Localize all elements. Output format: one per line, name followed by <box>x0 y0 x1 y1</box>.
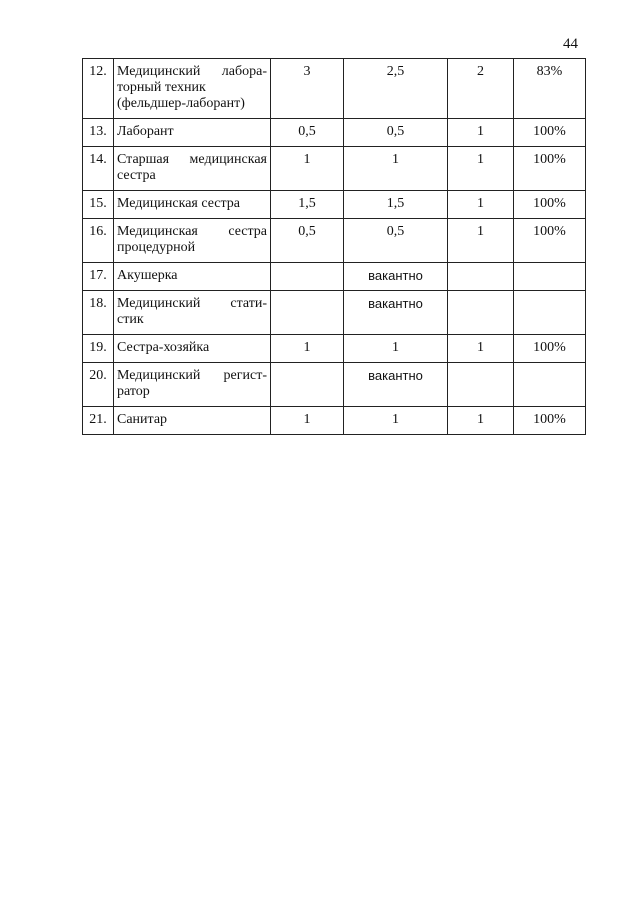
table-row <box>83 59 586 119</box>
staff-units-filled: 1 <box>344 335 448 363</box>
row-number: 15. <box>83 191 114 219</box>
staffing-percent: 83% <box>514 59 586 119</box>
vacancy-label: вакантно <box>344 291 448 335</box>
staff-units-planned: 0,5 <box>271 219 344 263</box>
position-name-line: Медицинская сестра <box>117 196 241 211</box>
position-name-line: процедурной <box>117 240 196 255</box>
table-row <box>83 335 586 363</box>
position-name <box>114 407 271 435</box>
staffing-percent: 100% <box>514 147 586 191</box>
position-name <box>114 147 271 191</box>
staffing-table-body <box>83 59 586 435</box>
staff-units-filled: 0,5 <box>344 219 448 263</box>
position-name <box>114 191 271 219</box>
staffing-percent <box>514 291 586 335</box>
row-number: 20. <box>83 363 114 407</box>
position-name-line: Сестра-хозяйка <box>117 340 210 355</box>
position-name-line: сестра <box>117 168 156 183</box>
row-number: 18. <box>83 291 114 335</box>
persons-count: 1 <box>448 191 514 219</box>
position-name-line: Медицинский стати- <box>117 296 267 311</box>
staff-units-planned: 1 <box>271 335 344 363</box>
table-row <box>83 119 586 147</box>
staffing-percent <box>514 263 586 291</box>
position-name-line: ратор <box>117 384 150 399</box>
persons-count <box>448 363 514 407</box>
persons-count: 2 <box>448 59 514 119</box>
position-name-line: Санитар <box>117 412 168 427</box>
staff-units-filled: 1,5 <box>344 191 448 219</box>
staff-units-filled: 2,5 <box>344 59 448 119</box>
persons-count <box>448 291 514 335</box>
staff-units-filled: 1 <box>344 407 448 435</box>
row-number: 14. <box>83 147 114 191</box>
row-number: 13. <box>83 119 114 147</box>
vacancy-label: вакантно <box>344 263 448 291</box>
row-number: 16. <box>83 219 114 263</box>
row-number: 17. <box>83 263 114 291</box>
position-name-line: торный техник <box>117 80 206 95</box>
persons-count <box>448 263 514 291</box>
staff-units-planned: 1,5 <box>271 191 344 219</box>
position-name-line: Старшая медицинская <box>117 152 267 167</box>
table-row <box>83 263 586 291</box>
persons-count: 1 <box>448 407 514 435</box>
staffing-percent: 100% <box>514 119 586 147</box>
table-row <box>83 291 586 335</box>
position-name <box>114 263 271 291</box>
staff-units-planned: 0,5 <box>271 119 344 147</box>
persons-count: 1 <box>448 219 514 263</box>
position-name <box>114 219 271 263</box>
persons-count: 1 <box>448 335 514 363</box>
position-name <box>114 59 271 119</box>
position-name-line: Лаборант <box>117 124 174 139</box>
position-name-line: Медицинский регист- <box>117 368 267 383</box>
row-number: 12. <box>83 59 114 119</box>
position-name-line: стик <box>117 312 144 327</box>
position-name-line: (фельдшер-лаборант) <box>117 96 245 111</box>
staff-units-planned <box>271 263 344 291</box>
staff-units-planned: 3 <box>271 59 344 119</box>
staff-units-planned: 1 <box>271 407 344 435</box>
persons-count: 1 <box>448 147 514 191</box>
position-name <box>114 363 271 407</box>
staff-units-planned <box>271 363 344 407</box>
position-name-line: Медицинский лабора- <box>117 64 267 79</box>
staffing-percent: 100% <box>514 335 586 363</box>
position-name <box>114 335 271 363</box>
staffing-table <box>82 58 586 435</box>
staffing-percent: 100% <box>514 219 586 263</box>
row-number: 21. <box>83 407 114 435</box>
page-number: 44 <box>563 36 578 52</box>
table-row <box>83 219 586 263</box>
staff-units-filled: 0,5 <box>344 119 448 147</box>
staff-units-filled: 1 <box>344 147 448 191</box>
staffing-percent: 100% <box>514 407 586 435</box>
table-row <box>83 147 586 191</box>
staff-units-planned <box>271 291 344 335</box>
table-row <box>83 407 586 435</box>
persons-count: 1 <box>448 119 514 147</box>
table-row <box>83 363 586 407</box>
position-name-line: Акушерка <box>117 268 178 283</box>
position-name <box>114 291 271 335</box>
vacancy-label: вакантно <box>344 363 448 407</box>
staff-units-planned: 1 <box>271 147 344 191</box>
staffing-percent <box>514 363 586 407</box>
position-name-line: Медицинская сестра <box>117 224 267 239</box>
table-row <box>83 191 586 219</box>
position-name <box>114 119 271 147</box>
row-number: 19. <box>83 335 114 363</box>
staffing-percent: 100% <box>514 191 586 219</box>
